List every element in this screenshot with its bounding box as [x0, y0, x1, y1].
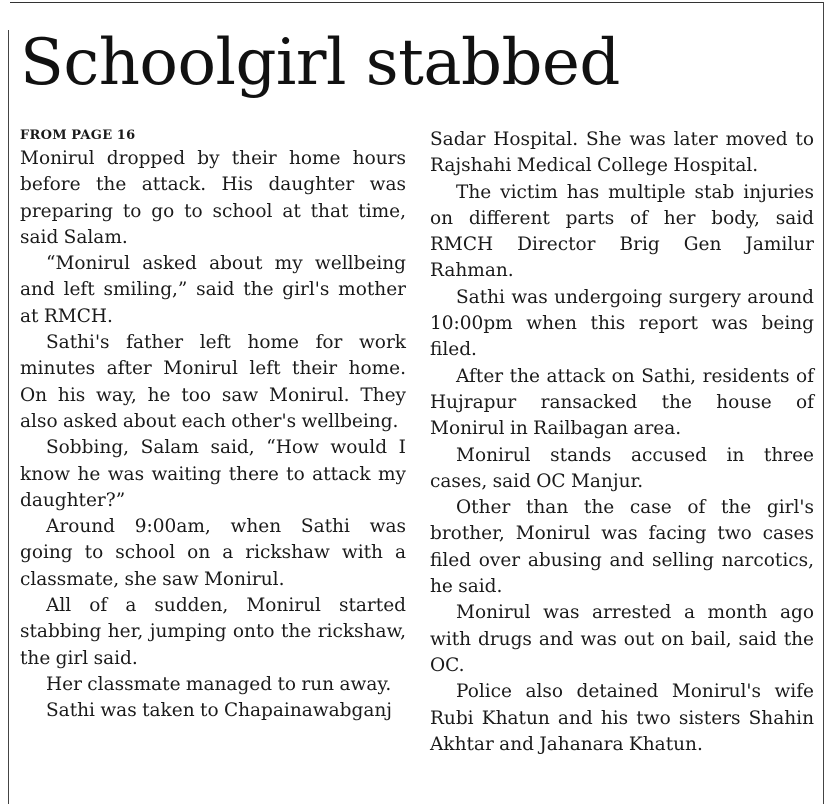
- paragraph: Monirul dropped by their home hours before the attack. His daughter was preparing to go to school at that time, said Salam.: [20, 148, 406, 248]
- right-edge-rule: [823, 2, 824, 804]
- article-column-right: [430, 127, 814, 758]
- paragraph: Sathi was undergoing surgery around 10:00pm when this report was being filed.: [430, 286, 814, 361]
- top-rule: [10, 2, 824, 3]
- paragraph: After the attack on Sathi, residents of Hujrapur ransacked the house of Monirul in Railbagan area.: [430, 365, 814, 440]
- continuation-kicker: FROM PAGE 16: [20, 128, 136, 143]
- paragraph: Monirul stands accused in three cases, said OC Manjur.: [430, 444, 814, 492]
- paragraph: Other than the case of the girl's brother, Monirul was facing two cases filed over abusing and selling narcotics, he said.: [430, 497, 814, 598]
- paragraph: Police also detained Monirul's wife Rubi Khatun and his two sisters Shahin Akhtar and Jahanara Khatun.: [430, 681, 814, 755]
- paragraph: The victim has multiple stab injuries on different parts of her body, said RMCH Director Brig Gen Jamilur Rahman.: [430, 181, 814, 282]
- headline: Schoolgirl stabbed: [20, 26, 620, 100]
- article-column-left: [20, 126, 406, 725]
- paragraph: “Monirul asked about my wellbeing and left smiling,” said the girl's mother at RMCH.: [20, 253, 406, 327]
- paragraph: Her classmate managed to run away.: [46, 673, 392, 695]
- paragraph: All of a sudden, Monirul started stabbing her, jumping onto the rickshaw, the girl said.: [20, 595, 406, 669]
- paragraph: Sathi was taken to Chapainawabganj: [46, 700, 393, 722]
- paragraph: Sadar Hospital. She was later moved to Rajshahi Medical College Hospital.: [430, 129, 814, 177]
- paragraph: Around 9:00am, when Sathi was going to school on a rickshaw with a classmate, she saw Monirul.: [20, 516, 406, 590]
- paragraph: Sobbing, Salam said, “How would I know he was waiting there to attack my daughter?”: [20, 437, 406, 511]
- paragraph: Sathi's father left home for work minutes after Monirul left their home. On his way, he too saw Monirul. They also asked about each other's wellbeing.: [20, 332, 406, 432]
- paragraph: Monirul was arrested a month ago with drugs and was out on bail, said the OC.: [430, 602, 814, 676]
- left-column-rule: [8, 30, 9, 804]
